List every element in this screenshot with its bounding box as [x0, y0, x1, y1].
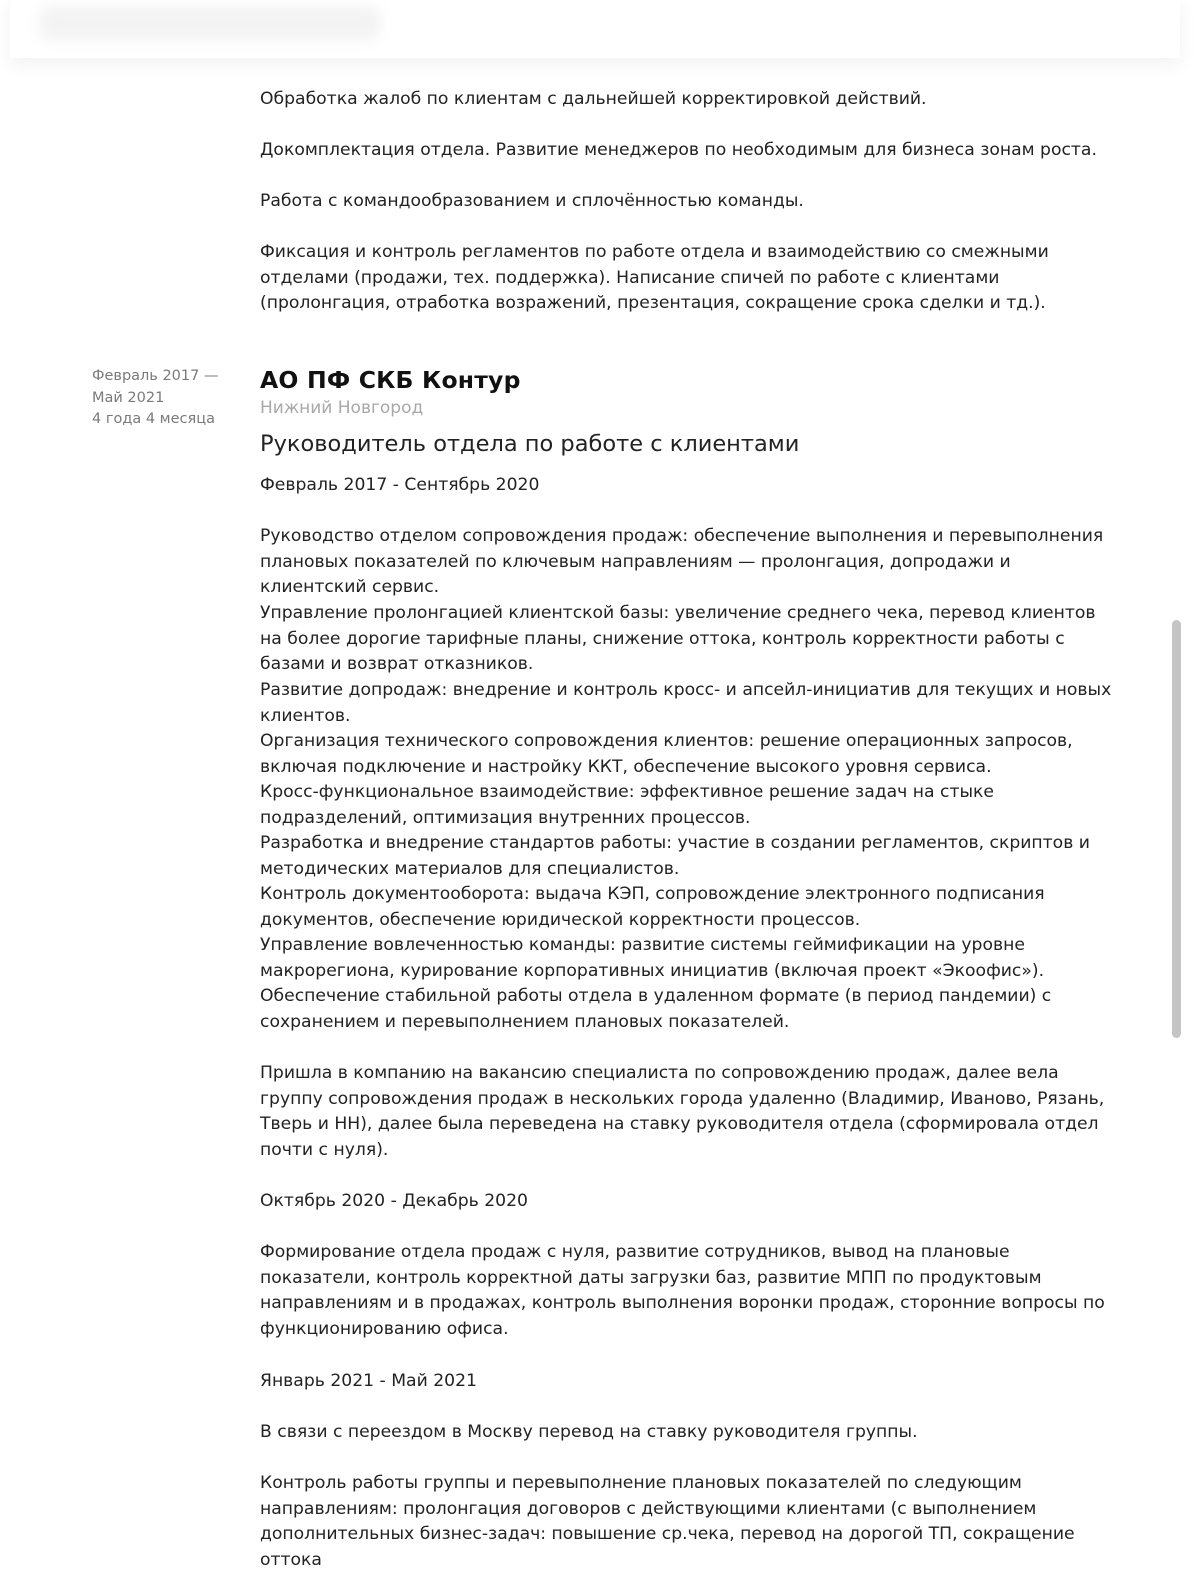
- duty-item: Контроль документооборота: выдача КЭП, сопровождение электронного подписания документов, обеспечение юридической корректности процессов.: [260, 884, 1045, 930]
- duty-item: Управление вовлеченностью команды: развитие системы геймификации на уровне макрорегиона, курирование корпоративных инициатив (включая проект «Экоофис»).: [260, 935, 1045, 981]
- duty-item: Развитие допродаж: внедрение и контроль кросс- и апсейл-инициатив для текущих и новых клиентов.: [260, 680, 1112, 726]
- subperiod-heading: Январь 2021 - Май 2021: [260, 1371, 477, 1391]
- subperiod-description: Формирование отдела продаж с нуля, развитие сотрудников, вывод на плановые показатели, контроль корректной даты загрузки баз, развитие МПП по продуктовым направлениям и в продажах, контроль выполнения воронки продаж, сторонние вопросы по функционированию офиса.: [260, 1242, 1105, 1339]
- company-name: АО ПФ СКБ Контур: [260, 366, 521, 394]
- company-city: Нижний Новгород: [260, 398, 424, 418]
- job-position-title: Руководитель отдела по работе с клиентами: [260, 431, 800, 457]
- duty-item: Разработка и внедрение стандартов работы: участие в создании регламентов, скриптов и методических материалов для специалистов.: [260, 833, 1090, 879]
- job-duration: 4 года 4 месяца: [92, 411, 215, 427]
- duty-item: Обеспечение стабильной работы отдела в удаленном формате (в период пандемии) с сохранением и перевыполнением плановых показателей.: [260, 986, 1052, 1032]
- career-history-paragraph: Пришла в компанию на вакансию специалиста по сопровождению продаж, далее вела группу сопровождения продаж в нескольких города удаленно (Владимир, Иваново, Рязань, Тверь и НН), далее была переведена на ставку руководителя отдела (сформировала отдел почти с нуля).: [260, 1063, 1105, 1160]
- duty-item: Кросс-функциональное взаимодействие: эффективное решение задач на стыке подразделений, оптимизация внутренних процессов.: [260, 782, 994, 828]
- previous-job-paragraph: Фиксация и контроль регламентов по работе отдела и взаимодействию со смежными отделами (продажи, тех. поддержка). Написание спичей по работе с клиентами (пролонгация, отработка возражений, презентация, сокращение срока сделки и тд.).: [260, 242, 1049, 314]
- blurred-header-content: [40, 6, 380, 40]
- subperiod-description: В связи с переездом в Москву перевод на ставку руководителя группы.: [260, 1422, 918, 1442]
- sticky-header-fade: [10, 0, 1180, 58]
- job-period-sidebar: [92, 366, 242, 431]
- subperiod-description: Контроль работы группы и перевыполнение плановых показателей по следующим направлениям: пролонгация договоров с действующими клиентами (с выполнением дополнительных бизнес-задач: повышение ср.чека, перевод на дорогой ТП, сокращение оттока: [260, 1473, 1075, 1570]
- job-period-end: Май 2021: [92, 389, 165, 406]
- job-period-start: Февраль 2017 —: [92, 368, 219, 384]
- subperiod-heading: Октябрь 2020 - Декабрь 2020: [260, 1191, 528, 1211]
- previous-job-paragraph: Обработка жалоб по клиентам с дальнейшей корректировкой действий.: [260, 89, 927, 109]
- subperiod-heading: Февраль 2017 - Сентябрь 2020: [260, 475, 540, 495]
- duty-item: Управление пролонгацией клиентской базы: увеличение среднего чека, перевод клиентов на более дорогие тарифные планы, снижение оттока, контроль корректности работы с базами и возврат отказников.: [260, 603, 1096, 675]
- previous-job-paragraph: Работа с командообразованием и сплочённостью команды.: [260, 191, 804, 211]
- vertical-scrollbar-thumb[interactable]: [1172, 620, 1181, 1038]
- duty-item: Руководство отделом сопровождения продаж: обеспечение выполнения и перевыполнения плановых показателей по ключевым направлениям — пролонгация, допродажи и клиентский сервис.: [260, 526, 1104, 598]
- duty-item: Организация технического сопровождения клиентов: решение операционных запросов, включая подключение и настройку ККТ, обеспечение высокого уровня сервиса.: [260, 731, 1073, 777]
- previous-job-paragraph: Докомплектация отдела. Развитие менеджеров по необходимым для бизнеса зонам роста.: [260, 140, 1097, 160]
